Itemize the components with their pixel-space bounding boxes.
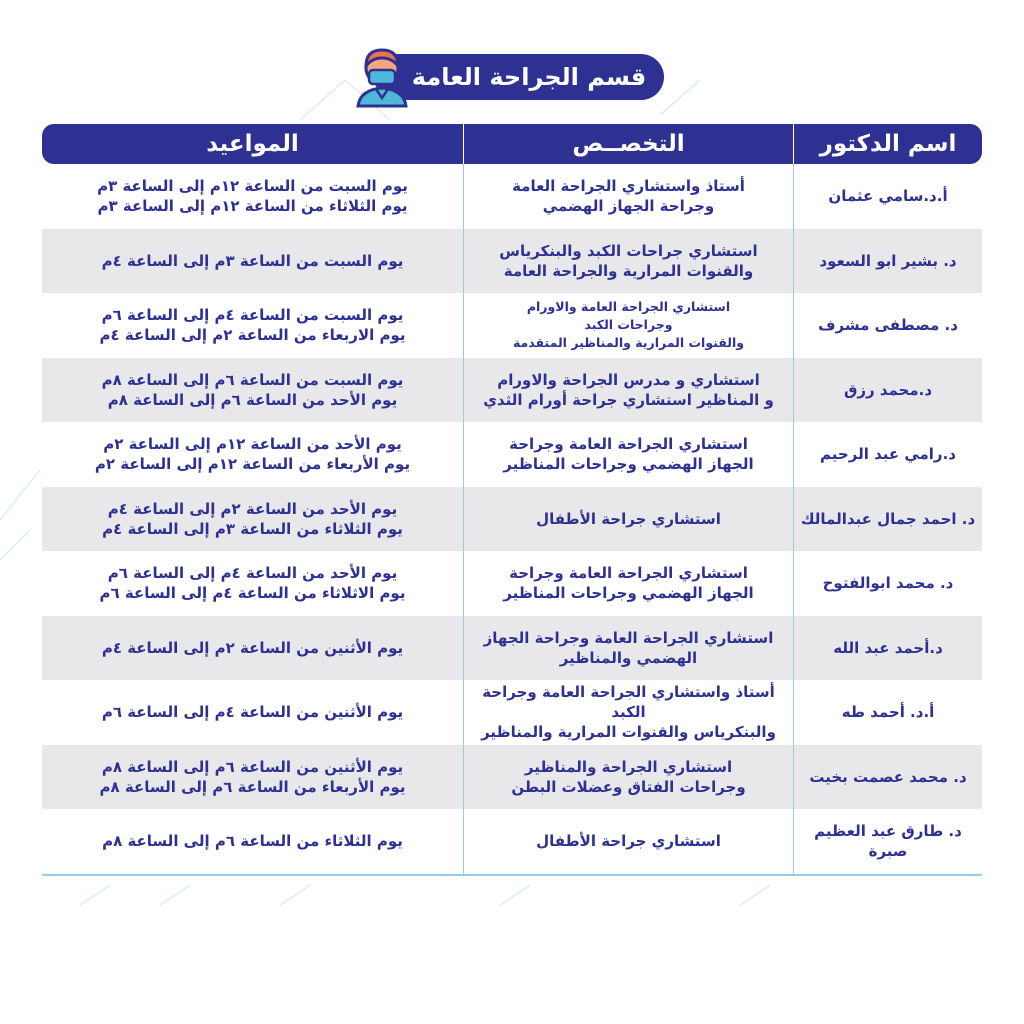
table-header [42, 124, 982, 164]
doctor-name: د. طارق عبد العظيم صبرة [814, 822, 962, 861]
specialty-line: استشاري جراحة الأطفال [536, 832, 721, 851]
specialty [464, 745, 794, 810]
specialty [464, 358, 794, 423]
specialty-line: استشاري الجراحة العامة وجراحة [509, 564, 748, 582]
specialty-line: استشاري جراحات الكبد والبنكرياس [499, 241, 758, 260]
appointment-line: يوم الأربعاء من الساعة ١٢م إلى الساعة ٢م [94, 455, 411, 474]
table-row [42, 422, 982, 487]
appointment-line: يوم السبت من الساعة ٣م إلى الساعة ٤م [101, 251, 404, 270]
specialty-line: و المناظير استشاري جراحة أورام الثدي [483, 390, 774, 409]
appointment-line: يوم الأثنين من الساعة ٢م إلى الساعة ٤م [101, 638, 404, 657]
appointment-line: يوم الثلاثاء من الساعة ٦م إلى الساعة ٨م [102, 832, 403, 851]
table-row [42, 551, 982, 616]
specialty-line: استشاري جراحة الأطفال [536, 509, 721, 528]
specialty [464, 551, 794, 616]
specialty [464, 293, 794, 358]
appointments [42, 616, 464, 681]
specialty [464, 616, 794, 681]
appointments [42, 164, 464, 229]
specialty [464, 229, 794, 294]
specialty-line: استشاري الجراحة والمناظير [524, 757, 733, 776]
appointment-line: يوم الأثنين من الساعة ٤م إلى الساعة ٦م [101, 703, 404, 722]
specialty-line: وجراحة الجهاز الهضمي [542, 197, 715, 216]
appointments [42, 229, 464, 294]
appointment-line: يوم الاربعاء من الساعة ٢م إلى الساعة ٤م [99, 326, 406, 345]
specialty [464, 487, 794, 552]
appointment-line: يوم الأحد من الساعة ٤م إلى الساعة ٦م [107, 564, 398, 582]
header-appointments: المواعيد [42, 124, 464, 164]
appointments [42, 680, 464, 745]
specialty-line: والقنوات المرارية والمناظير المتقدمة [512, 335, 745, 351]
doctor-with-mask-icon [352, 46, 412, 108]
appointment-line: يوم الثلاثاء من الساعة ١٢م إلى الساعة ٣م [97, 197, 408, 216]
table-row [42, 680, 982, 745]
specialty [464, 164, 794, 229]
appointment-line: يوم الأحد من الساعة ٢م إلى الساعة ٤م [107, 499, 398, 518]
appointment-line: يوم الأربعاء من الساعة ٦م إلى الساعة ٨م [99, 777, 406, 796]
table-row [42, 616, 982, 681]
doctor-name: د.أحمد عبد الله [833, 638, 943, 657]
appointment-line: يوم الأثنين من الساعة ٦م إلى الساعة ٨م [101, 757, 404, 776]
specialty-line: وجراحات الفتاق وعضلات البطن [511, 777, 746, 796]
header-doctor-name: اسم الدكتور [819, 131, 957, 157]
specialty-line: استشاري الجراحة العامة وجراحة الجهاز [483, 628, 774, 647]
table-bottom-border [42, 874, 982, 876]
appointments [42, 487, 464, 552]
specialty [464, 422, 794, 487]
specialty-line: استشاري و مدرس الجراحة والاورام [497, 370, 760, 389]
appointment-line: يوم الأحد من الساعة ١٢م إلى الساعة ٢م [103, 435, 402, 453]
specialty-line: الجهاز الهضمي وجراحات المناظير [503, 584, 754, 603]
doctor-name: أ.د.سامي عثمان [828, 187, 948, 206]
specialty-line: وجراحات الكبد [584, 317, 673, 333]
appointment-line: يوم الاثلاثاء من الساعة ٤م إلى الساعة ٦م [99, 584, 406, 603]
doctor-name: د. محمد ابوالفتوح [822, 574, 954, 593]
specialty-line: استشاري الجراحة العامة والاورام [526, 299, 731, 315]
table-row [42, 809, 982, 874]
table-row [42, 229, 982, 294]
appointments [42, 422, 464, 487]
appointment-line: يوم السبت من الساعة ٤م إلى الساعة ٦م [101, 306, 404, 324]
page-header [352, 46, 672, 106]
doctor-name: د. محمد عصمت بخيت [809, 767, 967, 786]
doctor-name: د.محمد رزق [843, 380, 933, 399]
appointments [42, 293, 464, 358]
header-specialty: التخصــص [464, 124, 794, 164]
specialty-line: أستاذ واستشاري الجراحة العامة وجراحة الكبد [482, 682, 775, 722]
appointment-line: يوم الثلاثاء من الساعة ٣م إلى الساعة ٤م [102, 519, 403, 538]
appointments [42, 551, 464, 616]
table-row [42, 358, 982, 423]
doctor-name: د. احمد جمال عبدالمالك [800, 509, 976, 528]
specialty-line: الجهاز الهضمي وجراحات المناظير [503, 455, 754, 474]
table-row [42, 293, 982, 358]
specialty [464, 680, 794, 745]
table-row [42, 745, 982, 810]
appointment-line: يوم السبت من الساعة ٦م إلى الساعة ٨م [101, 370, 404, 389]
appointment-line: يوم السبت من الساعة ١٢م إلى الساعة ٣م [97, 177, 408, 195]
appointments [42, 745, 464, 810]
doctor-name: د. بشير ابو السعود [819, 251, 957, 270]
specialty-line: الهضمي والمناظير [559, 648, 698, 667]
specialty [464, 809, 794, 874]
appointment-line: يوم الأحد من الساعة ٦م إلى الساعة ٨م [107, 390, 398, 409]
specialty-line: والبنكرياس والقنوات المرارية والمناظير [481, 723, 776, 742]
appointments [42, 809, 464, 874]
specialty-line: والقنوات المرارية والجراحة العامة [503, 261, 754, 280]
doctor-name: د.رامي عبد الرحيم [820, 445, 956, 464]
specialty-line: أستاذ واستشاري الجراحة العامة [512, 177, 745, 195]
table-body [42, 164, 982, 874]
specialty-line: استشاري الجراحة العامة وجراحة [509, 435, 748, 453]
doctor-name: أ.د. أحمد طه [841, 703, 935, 722]
schedule-table [42, 124, 982, 876]
table-row [42, 487, 982, 552]
page-title: قسم الجراحة العامة [374, 54, 664, 100]
appointments [42, 358, 464, 423]
doctor-name: د. مصطفى مشرف [818, 316, 958, 335]
table-row [42, 164, 982, 229]
